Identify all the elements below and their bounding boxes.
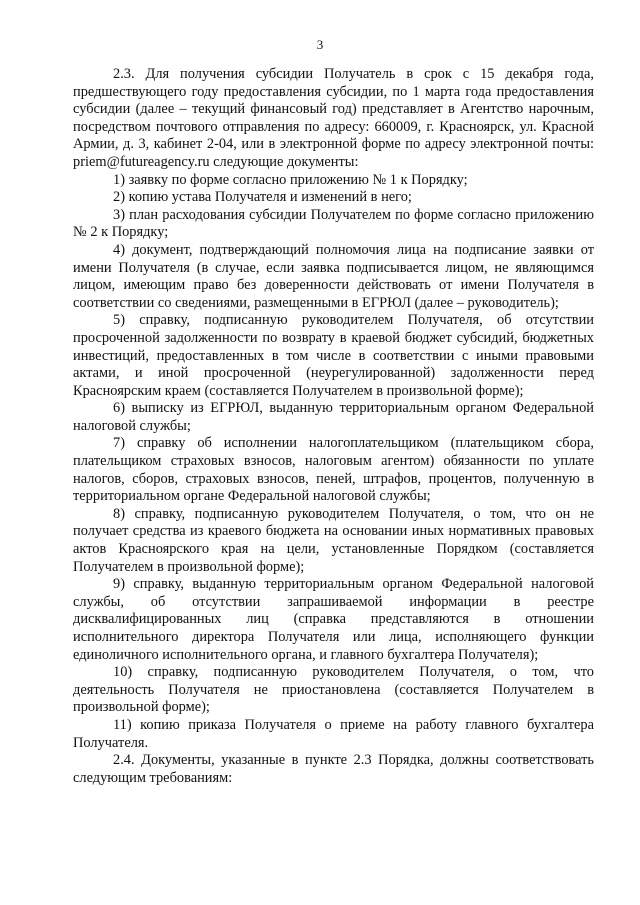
list-item-11: 11) копию приказа Получателя о приеме на работу главного бухгалтера Получателя. <box>73 716 594 751</box>
list-item-2: 2) копию устава Получателя и изменений в него; <box>113 189 412 206</box>
list-item-6: 6) выписку из ЕГРЮЛ, выданную территориальным органом Федеральной налоговой службы; <box>73 400 594 434</box>
list-item-10: 10) справку, подписанную руководителем Получателя, о том, что деятельность Получателя не приостановлена (составляется Получателем в произвольной форме); <box>73 664 594 716</box>
list-item-5: 5) справку, подписанную руководителем Получателя, об отсутствии просроченной задолженности по возврату в краевой бюджет субсидий, бюджетных инвестиций, предоставленных в том числе в соответствии с иными правовыми актами, и иной просроченной (неурегулированной) задолженности перед Красноярским краем (составляется Получателем в произвольной форме); <box>73 312 594 399</box>
document-body <box>73 66 594 787</box>
paragraph-2-3: 2.3. Для получения субсидии Получатель в срок с 15 декабря года, предшествующего году предоставления субсидии, по 1 марта года предоставления субсидии (далее – текущий финансовый год) представляет в Агентство нарочным, посредством почтового отправления по адресу: 660009, г. Красноярск, ул. Красной Армии, д. 3, кабинет 2-04, или в электронной форме по адресу электронной почты: priem@futureagency.ru следующие документы: <box>73 66 594 170</box>
list-item-3: 3) план расходования субсидии Получателем по форме согласно приложению № 2 к Порядку; <box>73 206 594 241</box>
page-number: 3 <box>316 37 324 52</box>
list-item-7: 7) справку об исполнении налогоплательщиком (плательщиком сбора, плательщиком страховых взносов, налоговым агентом) обязанности по уплате налогов, сборов, страховых взносов, пеней, штрафов, процентов, полученную в территориальном органе Федеральной налоговой службы; <box>73 435 594 505</box>
paragraph-2-4: 2.4. Документы, указанные в пункте 2.3 Порядка, должны соответствовать следующим требованиям: <box>73 752 594 786</box>
list-item-9: 9) справку, выданную территориальным органом Федеральной налоговой службы, об отсутствии запрашиваемой информации в реестре дисквалифицированных лиц (справка представляются в отношении исполнительного директора Получателя или лица, исполняющего функции единоличного исполнительного органа, и главного бухгалтера Получателя); <box>73 576 594 663</box>
list-item-1: 1) заявку по форме согласно приложению № 1 к Порядку; <box>113 171 468 188</box>
list-item-8: 8) справку, подписанную руководителем Получателя, о том, что он не получает средства из краевого бюджета на основании иных нормативных правовых актов Красноярского края на цели, установленные Порядком (составляется Получателем в произвольной форме); <box>73 505 594 575</box>
list-item-4: 4) документ, подтверждающий полномочия лица на подписание заявки от имени Получателя (в случае, если заявка подписывается лицом, не являющимся лицом, имеющим право без доверенности действовать от имени Получателя в соответствии со сведениями, размещенными в ЕГРЮЛ (далее – руководитель); <box>73 241 594 311</box>
